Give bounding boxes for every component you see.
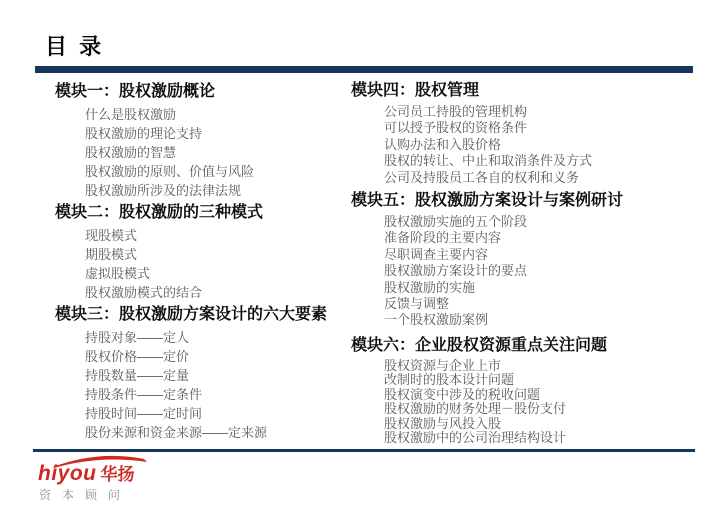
module-title: 模块三：股权激励方案设计的六大要素 [55, 306, 328, 323]
module-title: 模块四：股权管理 [351, 82, 480, 99]
toc-item: 可以授予股权的资格条件 [384, 120, 528, 136]
module-items [351, 104, 711, 186]
toc-item: 股权激励的实施 [384, 279, 476, 295]
toc-module-1 [55, 79, 351, 200]
page-title: 目 录 [45, 34, 105, 59]
toc-module-6 [351, 333, 711, 445]
toc-item: 股权激励模式的结合 [85, 285, 203, 300]
module-items [55, 105, 351, 200]
toc-item: 一个股权激励案例 [384, 312, 489, 328]
toc-item: 股权激励的理论支持 [85, 126, 203, 141]
toc-item: 股权激励方案设计的要点 [384, 263, 528, 279]
toc-item: 股权激励中的公司治理结构设计 [384, 429, 567, 445]
toc-item: 准备阶段的主要内容 [384, 230, 502, 246]
module-title: 模块一：股权激励概论 [55, 83, 216, 100]
module-title: 模块五：股权激励方案设计与案例研讨 [351, 192, 624, 210]
toc-item: 股权激励的原则、价值与风险 [85, 164, 255, 179]
toc-item: 认购办法和入股价格 [384, 136, 502, 152]
toc-item: 公司员工持股的管理机构 [384, 104, 528, 119]
toc-item: 股权激励实施的五个阶段 [384, 214, 528, 230]
toc-item: 股权资源与企业上市 [384, 357, 502, 373]
toc-item: 股权激励的财务处理－股份支付 [384, 401, 567, 417]
logo-tagline: 资本顾问 [39, 488, 132, 502]
toc-item: 改制时的股本设计问题 [384, 372, 515, 388]
module-title: 模块六：企业股权资源重点关注问题 [351, 336, 608, 354]
toc-item: 虚拟股模式 [85, 266, 151, 281]
toc-item: 股权演变中涉及的税收问题 [384, 386, 541, 402]
logo-latin-text: hiyou [38, 462, 97, 485]
toc-module-4 [351, 78, 711, 186]
toc-item: 尽职调查主要内容 [384, 246, 489, 262]
toc-item: 持股时间——定时间 [85, 406, 203, 421]
logo-wordmark [38, 460, 135, 486]
toc-left-column [55, 79, 351, 442]
module-items [55, 226, 351, 302]
logo-cn-text: 华扬 [100, 465, 135, 484]
toc-item: 股权价格——定价 [85, 349, 190, 364]
module-items [55, 328, 351, 442]
toc-module-3 [55, 302, 351, 442]
toc-module-5 [351, 188, 711, 329]
toc-item: 股权激励与风投入股 [384, 415, 502, 431]
toc-item: 股权激励的智慧 [85, 145, 177, 160]
toc-item: 持股对象——定人 [85, 330, 190, 345]
toc-item: 持股数量——定量 [85, 368, 190, 383]
toc-item: 股份来源和资金来源——定来源 [85, 425, 268, 440]
toc-right-column [351, 78, 711, 445]
title-divider [35, 66, 693, 73]
module-items [351, 359, 711, 445]
toc-item: 反馈与调整 [384, 296, 450, 312]
toc-item: 期股模式 [85, 247, 138, 262]
toc-item: 股权的转让、中止和取消条件及方式 [384, 153, 593, 169]
toc-item: 持股条件——定条件 [85, 387, 203, 402]
toc-item: 股权激励所涉及的法律法规 [85, 183, 242, 198]
company-logo [38, 452, 178, 504]
toc-item: 公司及持股员工各自的权利和义务 [384, 169, 580, 185]
module-title: 模块二：股权激励的三种模式 [55, 204, 264, 221]
toc-item: 现股模式 [85, 228, 138, 243]
toc-module-2 [55, 200, 351, 302]
toc-item: 什么是股权激励 [85, 107, 177, 122]
module-items [351, 214, 711, 329]
